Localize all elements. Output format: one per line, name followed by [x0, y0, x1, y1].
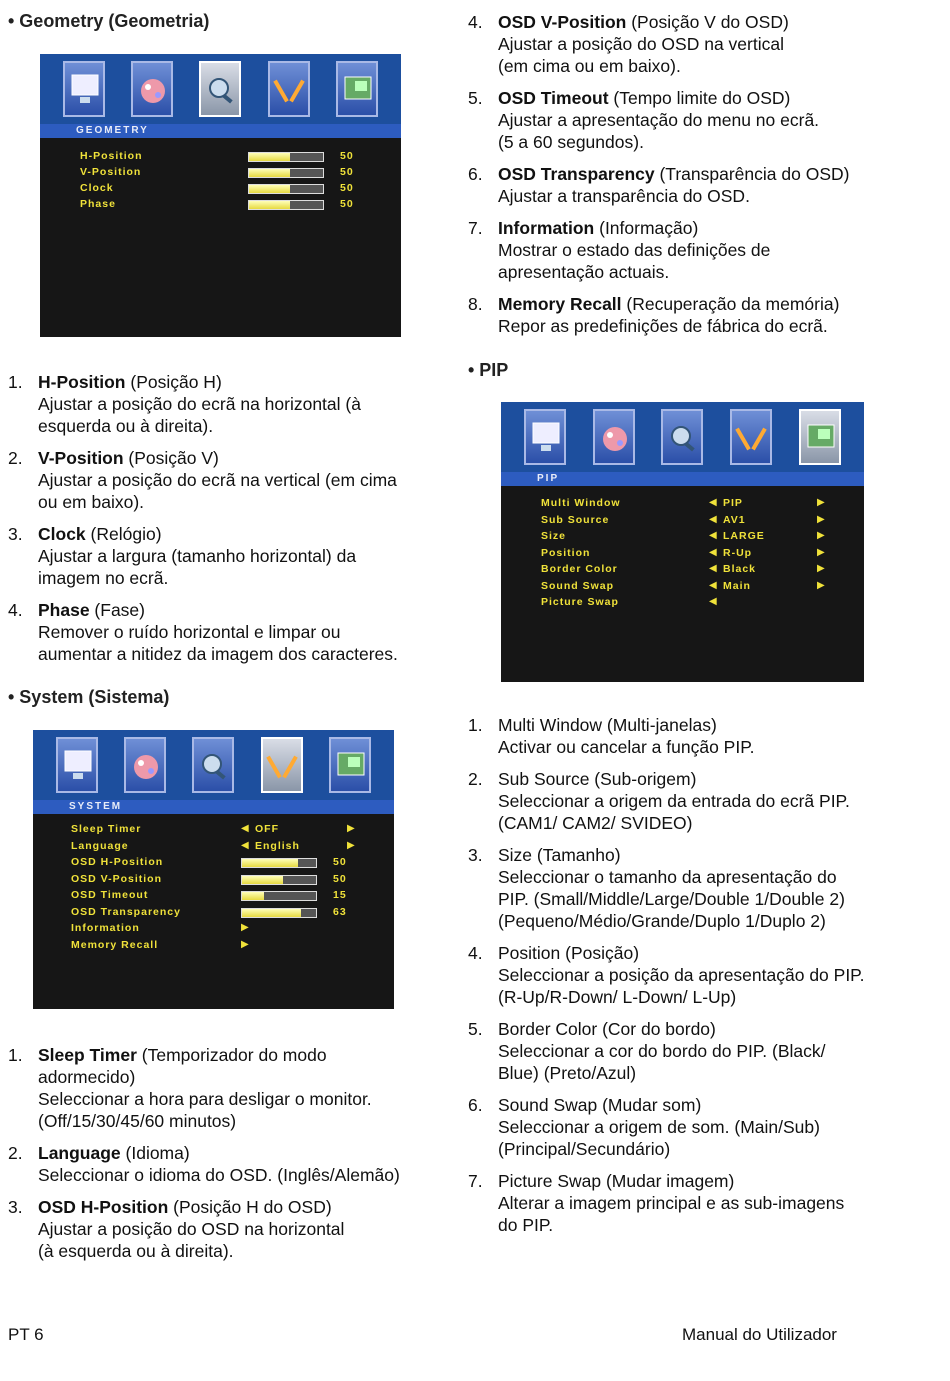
monitor-icon: [63, 61, 105, 117]
osd-row-label: OSD H-Position: [71, 856, 164, 868]
osd-slider-bar: [241, 891, 317, 901]
list-item: 2. Sub Source (Sub-origem) Seleccionar a origem da entrada do ecrã PIP. (CAM1/ CAM2/ SVIDEO): [468, 769, 850, 833]
color-palette-icon: [124, 737, 166, 793]
osd-slider-bar: [248, 200, 324, 210]
system-list-continued: [468, 11, 928, 347]
right-arrow-icon: ▶: [347, 823, 356, 834]
color-palette-icon: [131, 61, 173, 117]
osd-menu-header: GEOMETRY: [40, 124, 401, 138]
right-arrow-icon: ▶: [241, 922, 250, 933]
geometry-icon: [199, 61, 241, 117]
osd-row-label: OSD Transparency: [71, 905, 181, 918]
osd-row-label: OSD V-Position: [71, 872, 163, 885]
osd-row-value: AV1: [723, 513, 746, 526]
right-arrow-icon: ▶: [817, 497, 826, 508]
osd-row-label: V-Position: [80, 166, 142, 178]
osd-row-value: R-Up: [723, 546, 753, 559]
osd-row-label: Picture Swap: [541, 596, 619, 608]
osd-menu-row: [501, 580, 864, 596]
osd-row-value: 50: [333, 872, 347, 885]
osd-row-value: LARGE: [723, 530, 765, 542]
osd-slider-bar: [241, 858, 317, 868]
list-item: 1. Sleep Timer (Temporizador do modo adormecido) Seleccionar a hora para desligar o monitor. (Off/15/30/45/60 minutos): [8, 1045, 372, 1131]
osd-row-label: Sleep Timer: [71, 823, 142, 835]
osd-row-value: 50: [333, 856, 347, 868]
osd-menu-row: [501, 530, 864, 546]
osd-menu-row: [40, 182, 401, 198]
osd-menu-row: [33, 889, 394, 905]
system-section-title: • System (Sistema): [8, 687, 170, 707]
osd-row-label: Phase: [80, 198, 116, 210]
right-arrow-icon: ▶: [241, 938, 250, 950]
osd-icon-bar: [40, 54, 401, 124]
osd-slider-bar: [248, 152, 324, 162]
list-item: 4. Phase (Fase) Remover o ruído horizontal e limpar ou aumentar a nitidez da imagem dos caracteres.: [8, 600, 398, 664]
osd-row-value: Black: [723, 563, 757, 575]
osd-menu-row: [33, 922, 394, 938]
left-arrow-icon: ◀: [709, 513, 718, 525]
osd-row-value: PIP: [723, 497, 743, 509]
osd-row-value: 50: [340, 198, 354, 210]
osd-row-label: Sound Swap: [541, 579, 614, 592]
geometry-section-title: • Geometry (Geometria): [8, 11, 210, 31]
osd-icon-bar: [33, 730, 394, 800]
pip-icon: [336, 61, 378, 117]
list-item: 3. OSD H-Position (Posição H do OSD) Ajustar a posição do OSD na horizontal (à esquerda ou à direita).: [8, 1197, 345, 1261]
list-item: 2. Language (Idioma) Seleccionar o idioma do OSD. (Inglês/Alemão): [8, 1143, 400, 1185]
osd-slider-bar: [248, 168, 324, 178]
right-arrow-icon: ▶: [817, 546, 826, 558]
osd-menu-row: [501, 497, 864, 513]
pip-section-title: • PIP: [468, 360, 509, 380]
list-item: 7. Information (Informação) Mostrar o estado das definições de apresentação actuais.: [468, 218, 771, 282]
tools-icon: [730, 409, 772, 465]
list-item: 7. Picture Swap (Mudar imagem) Alterar a imagem principal e as sub-imagens do PIP.: [468, 1171, 845, 1235]
osd-row-label: Information: [71, 922, 140, 934]
list-item: 2. V-Position (Posição V) Ajustar a posição do ecrã na vertical (em cima ou em baixo).: [8, 448, 397, 512]
list-item: 4. Position (Posição) Seleccionar a posição da apresentação do PIP. (R-Up/R-Down/ L-Down/ L-Up): [468, 943, 865, 1007]
right-arrow-icon: ▶: [817, 530, 826, 541]
osd-row-label: OSD Timeout: [71, 889, 149, 901]
osd-row-label: H-Position: [80, 150, 143, 162]
list-item: 5. Border Color (Cor do bordo) Seleccionar a cor do bordo do PIP. (Black/ Blue) (Preto/Azul): [468, 1019, 826, 1083]
list-item: 4. OSD V-Position (Posição V do OSD) Ajustar a posição do OSD na vertical (em cima ou em baixo).: [468, 12, 789, 76]
left-arrow-icon: ◀: [709, 563, 718, 574]
osd-slider-bar: [241, 908, 317, 918]
osd-row-value: 50: [340, 182, 354, 194]
geometry-osd-screenshot: [40, 54, 401, 337]
tools-icon: [268, 61, 310, 117]
osd-menu-row: [33, 939, 394, 955]
color-palette-icon: [593, 409, 635, 465]
left-arrow-icon: ◀: [709, 497, 718, 508]
left-arrow-icon: ◀: [709, 530, 718, 541]
pip-osd-screenshot: [501, 402, 864, 682]
pip-icon: [329, 737, 371, 793]
osd-row-label: Clock: [80, 182, 114, 194]
osd-slider-bar: [241, 875, 317, 885]
list-item: 6. Sound Swap (Mudar som) Seleccionar a origem de som. (Main/Sub) (Principal/Secundário): [468, 1095, 820, 1159]
pip-icon: [799, 409, 841, 465]
left-arrow-icon: ◀: [241, 823, 250, 834]
osd-menu-row: [40, 198, 401, 214]
osd-menu-row: [501, 514, 864, 530]
pip-list: [468, 714, 928, 1246]
osd-menu-row: [40, 166, 401, 182]
right-arrow-icon: ▶: [817, 563, 826, 574]
osd-row-label: Multi Window: [541, 497, 621, 509]
osd-menu-header: SYSTEM: [33, 800, 394, 814]
list-item: 8. Memory Recall (Recuperação da memória) Repor as predefinições de fábrica do ecrã.: [468, 294, 840, 336]
system-list: [8, 1044, 448, 1272]
right-arrow-icon: ▶: [817, 513, 826, 525]
osd-slider-bar: [248, 184, 324, 194]
osd-menu-header: PIP: [501, 472, 864, 486]
list-item: 3. Size (Tamanho) Seleccionar o tamanho da apresentação do PIP. (Small/Middle/Large/Double 1/Double 2) (Pequeno/Médio/Grande/Duplo 1/Duplo 2): [468, 845, 845, 931]
osd-menu-row: [40, 150, 401, 166]
osd-row-value: 50: [340, 166, 354, 178]
monitor-icon: [56, 737, 98, 793]
osd-row-label: Border Color: [541, 563, 618, 575]
osd-row-value: 63: [333, 905, 347, 918]
osd-menu-row: [33, 840, 394, 856]
osd-row-value: English: [255, 839, 300, 852]
left-arrow-icon: ◀: [709, 579, 718, 591]
osd-row-label: Language: [71, 839, 129, 852]
list-item: 1. H-Position (Posição H) Ajustar a posição do ecrã na horizontal (à esquerda ou à direita).: [8, 372, 361, 436]
osd-menu-row: [501, 596, 864, 612]
left-arrow-icon: ◀: [709, 546, 718, 558]
osd-menu-row: [501, 547, 864, 563]
tools-icon: [261, 737, 303, 793]
list-item: 5. OSD Timeout (Tempo limite do OSD) Ajustar a apresentação do menu no ecrã. (5 a 60 segundos).: [468, 88, 820, 152]
manual-title: Manual do Utilizador: [682, 1325, 837, 1344]
osd-row-label: Memory Recall: [71, 938, 159, 951]
system-osd-screenshot: [33, 730, 394, 1009]
osd-menu-row: [33, 906, 394, 922]
osd-icon-bar: [501, 402, 864, 472]
osd-row-value: 50: [340, 150, 354, 162]
osd-row-label: Size: [541, 530, 567, 542]
list-item: 1. Multi Window (Multi-janelas) Activar ou cancelar a função PIP.: [468, 715, 755, 757]
right-arrow-icon: ▶: [817, 579, 826, 591]
geometry-icon: [192, 737, 234, 793]
osd-row-label: Sub Source: [541, 513, 610, 526]
left-arrow-icon: ◀: [709, 596, 718, 607]
list-item: 6. OSD Transparency (Transparência do OSD) Ajustar a transparência do OSD.: [468, 164, 850, 206]
geometry-icon: [661, 409, 703, 465]
osd-row-value: 15: [333, 889, 347, 901]
osd-menu-row: [33, 873, 394, 889]
left-arrow-icon: ◀: [241, 839, 250, 851]
osd-row-value: OFF: [255, 823, 279, 835]
osd-row-label: Position: [541, 546, 591, 559]
osd-menu-row: [33, 856, 394, 872]
osd-row-value: Main: [723, 579, 751, 592]
page-number: PT 6: [8, 1325, 44, 1344]
osd-menu-row: [501, 563, 864, 579]
osd-menu-row: [33, 823, 394, 839]
right-arrow-icon: ▶: [347, 839, 356, 851]
geometry-list: [8, 371, 438, 675]
list-item: 3. Clock (Relógio) Ajustar a largura (tamanho horizontal) da imagem no ecrã.: [8, 524, 357, 588]
monitor-icon: [524, 409, 566, 465]
